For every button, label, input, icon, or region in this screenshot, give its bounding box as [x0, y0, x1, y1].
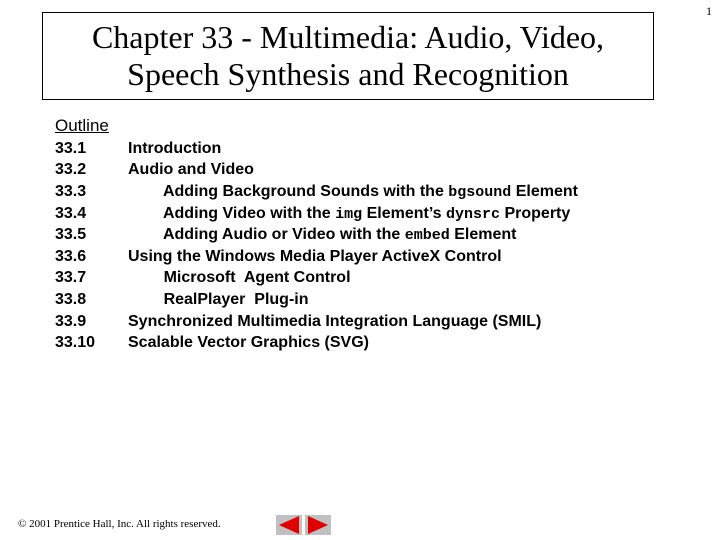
outline-item	[55, 224, 578, 246]
outline-item-number: 33.2	[55, 161, 87, 179]
outline-item	[55, 138, 578, 160]
outline-label: Outline	[55, 116, 109, 135]
slide-number: 1	[706, 4, 712, 18]
outline-item-number: 33.1	[55, 139, 87, 157]
outline-item	[55, 311, 578, 333]
outline-item-number: 33.3	[55, 182, 87, 200]
code-keyword: dynsrc	[446, 205, 501, 223]
outline-item-text: RealPlayer Plug-in	[163, 290, 309, 308]
code-keyword: img	[335, 205, 363, 223]
outline-item-text: Adding Audio or Video with the	[162, 226, 405, 244]
outline-item-text: Property	[500, 204, 571, 222]
outline-list	[55, 138, 578, 354]
outline-item-title	[128, 140, 221, 158]
outline-item-text: Element	[511, 182, 578, 200]
previous-slide-button[interactable]	[276, 515, 302, 535]
outline-item-number: 33.5	[55, 226, 87, 244]
outline-item-text: Audio and Video	[128, 161, 254, 179]
outline-item-text: Element’s	[362, 204, 447, 222]
page-title	[92, 19, 604, 93]
code-keyword: bgsound	[448, 183, 512, 201]
triangle-right-icon	[305, 515, 331, 535]
outline-item-text: Adding Background Sounds with the	[162, 182, 449, 200]
outline-item-number: 33.10	[55, 334, 96, 352]
outline-item-number: 33.9	[55, 312, 87, 330]
outline-item-text: Adding Video with the	[162, 204, 336, 222]
triangle-left-icon	[276, 515, 302, 535]
outline-item-text: Element	[449, 226, 517, 244]
outline-item-text: Synchronized Multimedia Integration Language (SMIL)	[128, 312, 542, 330]
title-line-2: Speech Synthesis and Recognition	[127, 56, 569, 92]
outline-item-text: Scalable Vector Graphics (SVG)	[128, 334, 369, 352]
outline-item	[55, 332, 578, 354]
outline-item-number: 33.6	[55, 247, 87, 265]
outline-item-text: Using the Windows Media Player ActiveX Control	[128, 247, 502, 265]
outline-item-number: 33.4	[55, 204, 87, 222]
outline-item-text: Microsoft Agent Control	[163, 269, 351, 287]
next-slide-button[interactable]	[305, 515, 331, 535]
code-keyword: embed	[404, 227, 450, 245]
outline-item-title	[128, 313, 541, 331]
outline-item-text: Introduction	[128, 139, 222, 157]
outline-item-number: 33.8	[55, 290, 87, 308]
outline-item-number: 33.7	[55, 269, 87, 287]
title-line-1: Chapter 33 - Multimedia: Audio, Video,	[91, 19, 605, 55]
title-box	[42, 12, 654, 100]
outline-item-title	[128, 334, 369, 352]
copyright-footer: © 2001 Prentice Hall, Inc. All rights reserved.	[18, 518, 221, 530]
